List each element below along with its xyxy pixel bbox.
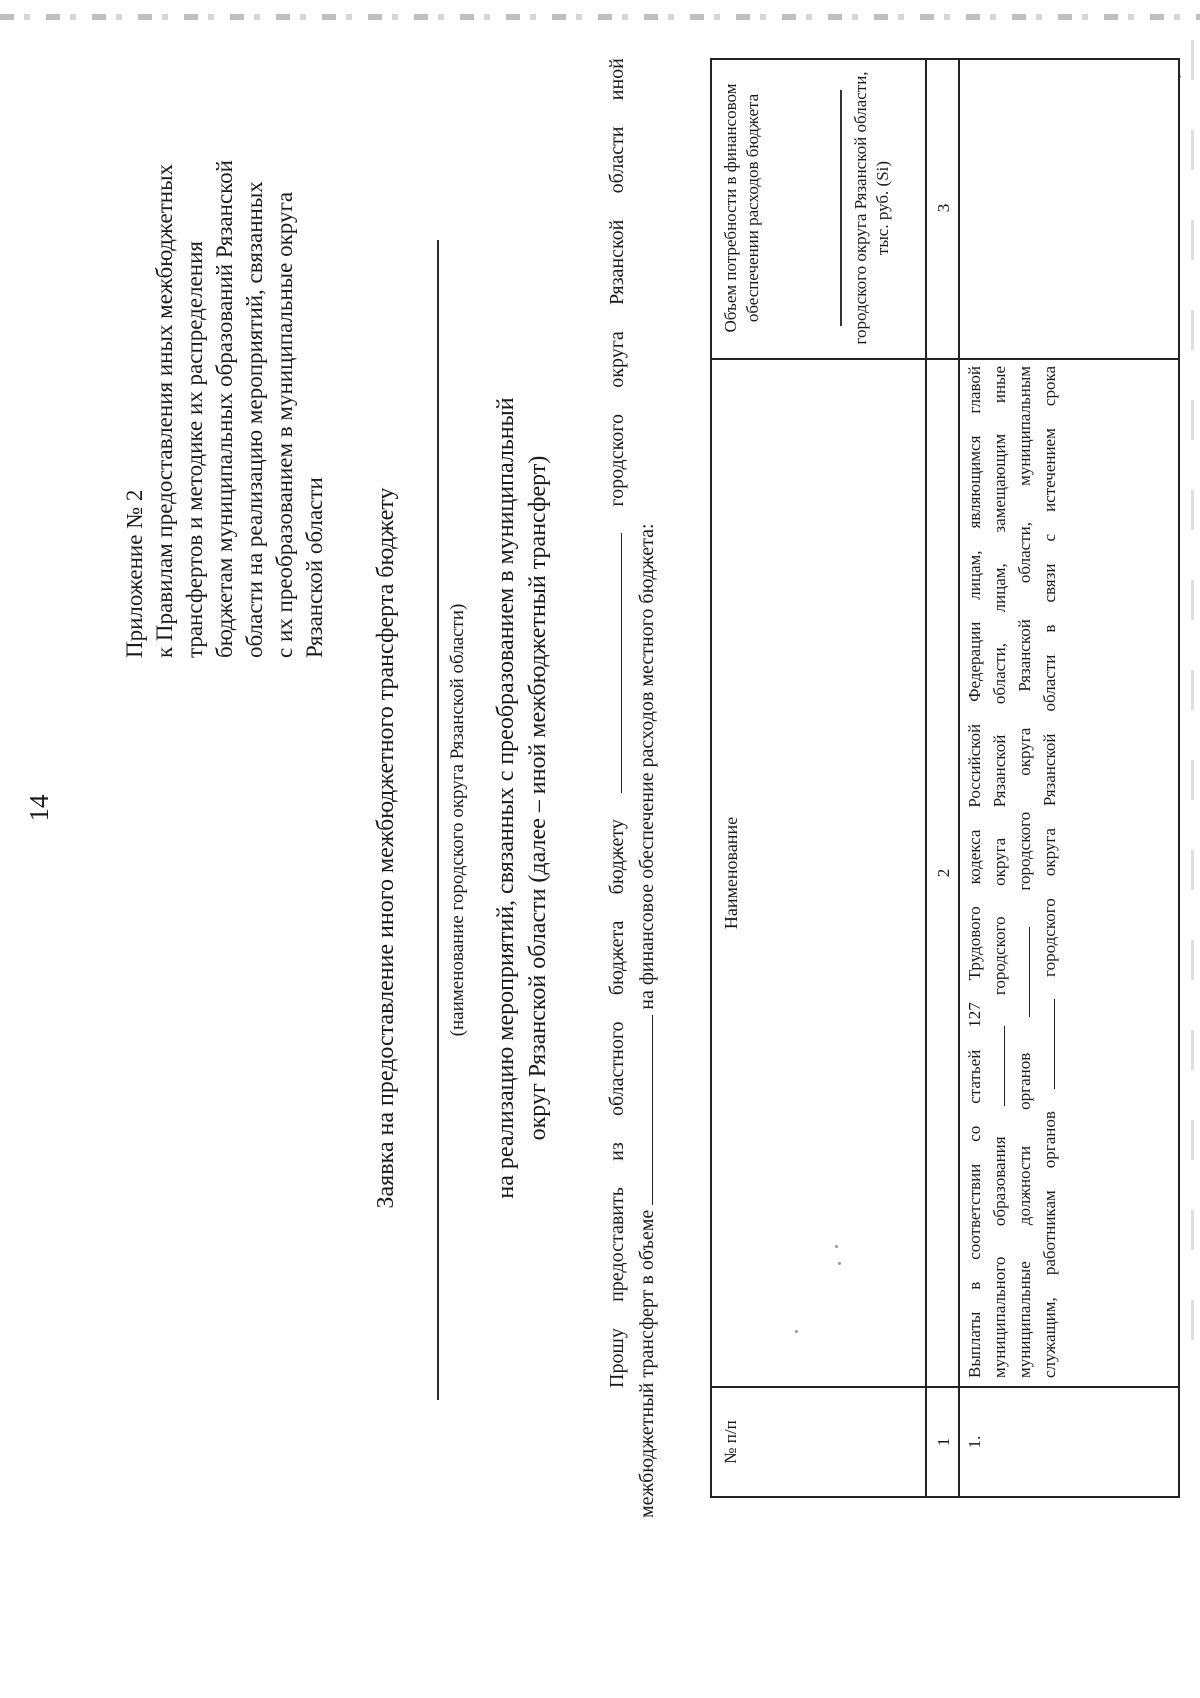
column-number: 3 — [934, 203, 953, 213]
appendix-line: трансфертов и методике их распределения — [182, 241, 207, 658]
municipality-caption: (наименование городского округа Рязанской области) — [447, 603, 468, 1037]
request-word: иной — [606, 58, 628, 101]
request-word: из — [606, 1142, 628, 1161]
request-word: бюджета — [606, 920, 628, 996]
column-number: 1 — [934, 1437, 953, 1447]
row-line-text: муниципального образования — [990, 1136, 1009, 1378]
amount-blank — [633, 1015, 653, 1205]
expenses-table — [710, 58, 1180, 1498]
purpose-text — [490, 198, 554, 1398]
appendix-line: бюджетам муниципальных образований Рязанской — [212, 160, 237, 658]
table-divider — [925, 60, 927, 1496]
row-line — [1012, 366, 1037, 1378]
request-word: городского — [606, 414, 628, 507]
row-line-text: городского округа Рязанской области, лицам, замещающим иные — [990, 365, 1009, 996]
row-line-text: городского округа Рязанской области, муниципальным — [1015, 365, 1034, 891]
appendix-line: Приложение № 2 — [122, 489, 147, 658]
row-line-text: Выплаты в соответствии со статьей 127 Трудового кодекса Российской Федерации лицам, являющимся главой — [965, 366, 984, 1378]
request-word: Прошу — [606, 1328, 628, 1388]
header-name: Наименование — [721, 816, 741, 930]
municipality-blank — [602, 533, 622, 793]
purpose-line: округ Рязанской области (далее – иной межбюджетный трансферт) — [525, 455, 551, 1141]
header-volume-unit: городского округа Рязанской области, тыс. руб. (Si) — [851, 71, 892, 345]
appendix-line: Рязанской области — [302, 477, 327, 658]
row-number: 1. — [965, 1435, 984, 1449]
request-text: межбюджетный трансферт в объеме — [636, 1209, 658, 1518]
municipality-blank — [989, 1026, 1005, 1106]
row-description — [962, 366, 1062, 1378]
row-line — [962, 366, 987, 1378]
request-word: бюджету — [606, 819, 628, 895]
appendix-line: области на реализацию мероприятий, связанных — [242, 181, 267, 658]
request-line-1 — [602, 58, 632, 1518]
row-line — [1037, 366, 1062, 1378]
request-line-2 — [632, 58, 662, 1518]
row-line-text: муниципальные должности органов — [1015, 1052, 1034, 1378]
page-number: 14 — [24, 794, 54, 822]
header-number: № п/п — [721, 1420, 740, 1464]
municipality-blank — [1039, 999, 1055, 1089]
request-text: на финансовое обеспечение расходов местного бюджета: — [636, 523, 658, 1010]
appendix-line: к Правилам предоставления иных межбюджетных — [152, 163, 177, 658]
application-title: Заявка на предоставление иного межбюджетного трансферта бюджету — [373, 487, 399, 1209]
appendix-header — [120, 18, 330, 658]
request-word: округа — [606, 331, 628, 388]
column-number: 2 — [934, 868, 953, 878]
row-line-text: городского округа Рязанской области в связи с истечением срока — [1040, 365, 1059, 977]
appendix-line: с их преобразованием в муниципальные округа — [272, 191, 297, 658]
title-fill-line — [437, 240, 439, 1400]
volume-fill-line — [840, 90, 842, 326]
request-word: области — [606, 126, 628, 194]
municipality-blank — [1014, 927, 1030, 1017]
row-line — [987, 366, 1012, 1378]
request-word: предоставить — [606, 1187, 628, 1302]
request-word: областного — [606, 1021, 628, 1116]
header-volume: Объем потребности в финансовом обеспечении расходов бюджета — [721, 83, 762, 333]
request-paragraph — [602, 58, 662, 1518]
request-word: Рязанской — [606, 219, 628, 305]
row-line-text: служащим, работникам органов — [1040, 1111, 1059, 1378]
purpose-line: на реализацию мероприятий, связанных с преобразованием в муниципальный — [493, 397, 519, 1199]
